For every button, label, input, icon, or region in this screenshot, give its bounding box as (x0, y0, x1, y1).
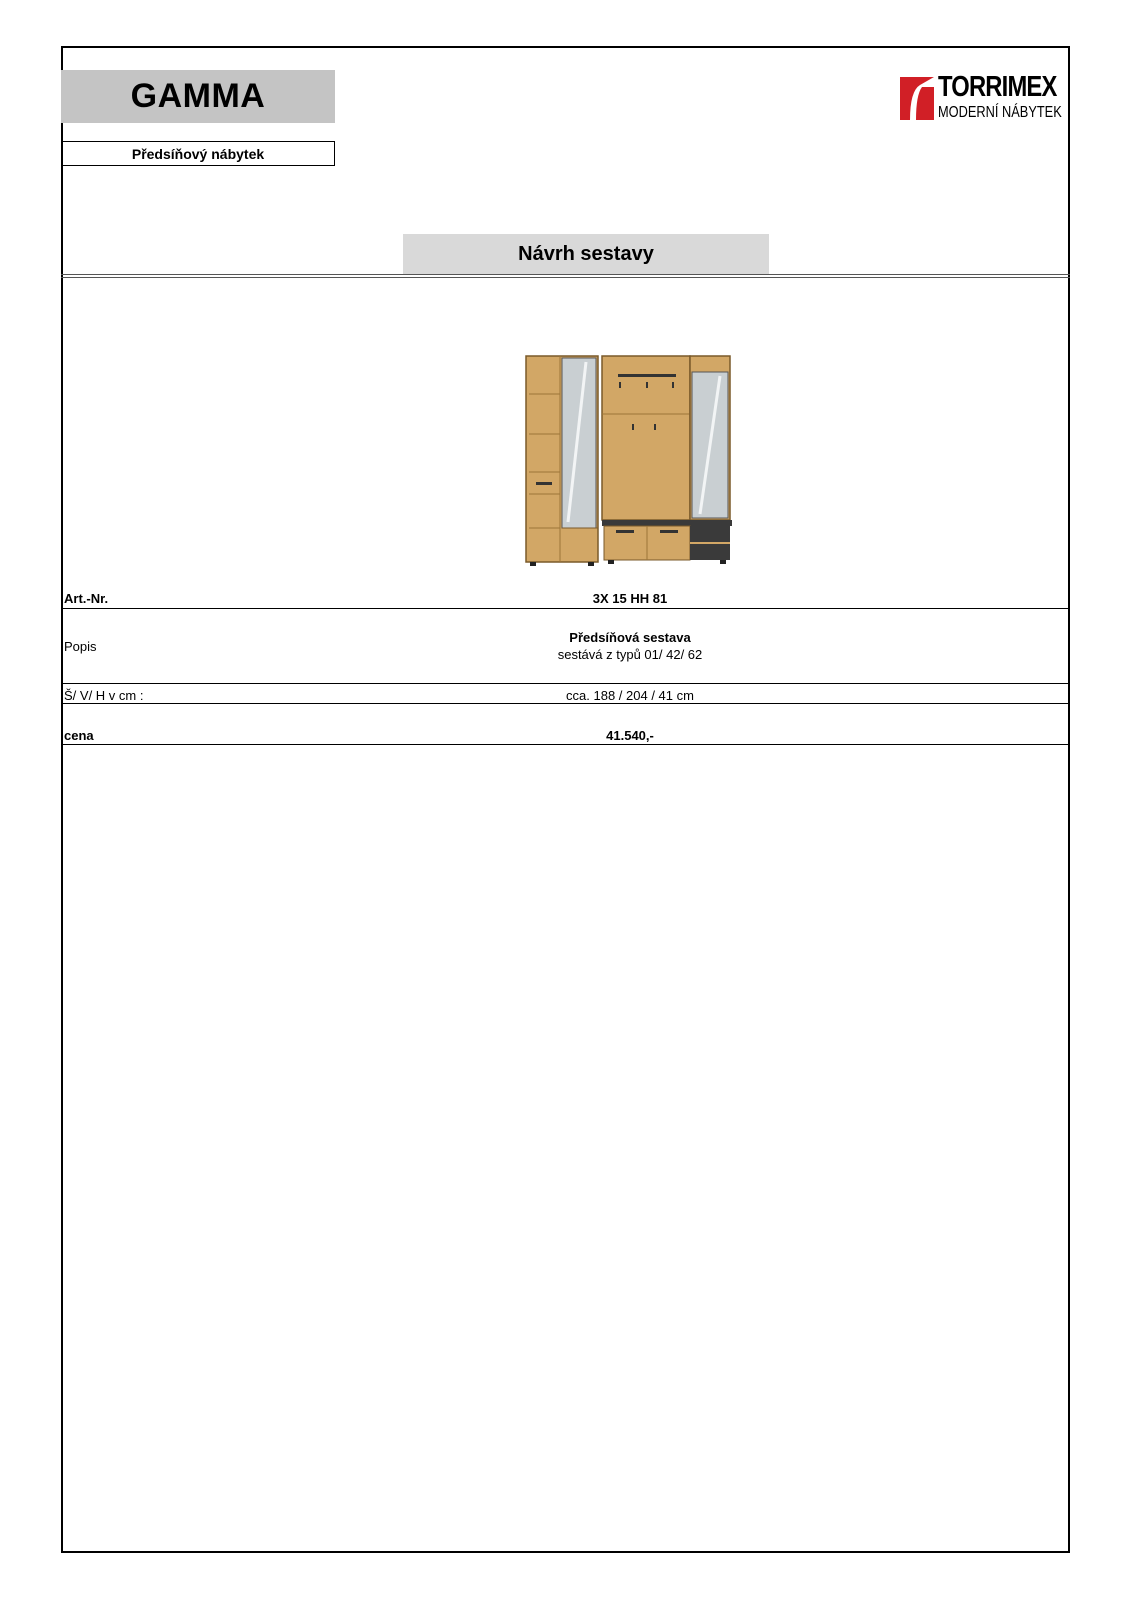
description-detail: sestává z typů 01/ 42/ 62 (557, 647, 703, 662)
divider (61, 703, 1070, 704)
logo-mark-icon (900, 77, 934, 120)
price-value: 41.540,- (606, 728, 654, 743)
description-label: Popis (64, 639, 97, 654)
dimensions-label: Š/ V/ H v cm : (64, 688, 144, 703)
divider (61, 683, 1070, 684)
divider (61, 274, 1070, 275)
dimensions-value: cca. 188 / 204 / 41 cm (566, 688, 694, 703)
divider (61, 608, 1070, 609)
price-label: cena (64, 728, 94, 743)
divider (61, 277, 1070, 278)
brand-title: GAMMA (130, 77, 266, 115)
description-title: Předsíňová sestava (569, 630, 691, 645)
section-title: Návrh sestavy (403, 234, 769, 274)
divider (61, 744, 1070, 745)
product-image (524, 354, 734, 572)
art-label: Art.-Nr. (64, 591, 109, 606)
category-label: Předsíňový nábytek (61, 141, 335, 166)
logo-tagline: MODERNÍ NÁBYTEK (938, 104, 1062, 121)
art-value: 3X 15 HH 81 (592, 591, 668, 606)
brand-header (61, 70, 335, 123)
torrimex-logo (900, 71, 1065, 124)
logo-name: TORRIMEX (938, 71, 1057, 103)
